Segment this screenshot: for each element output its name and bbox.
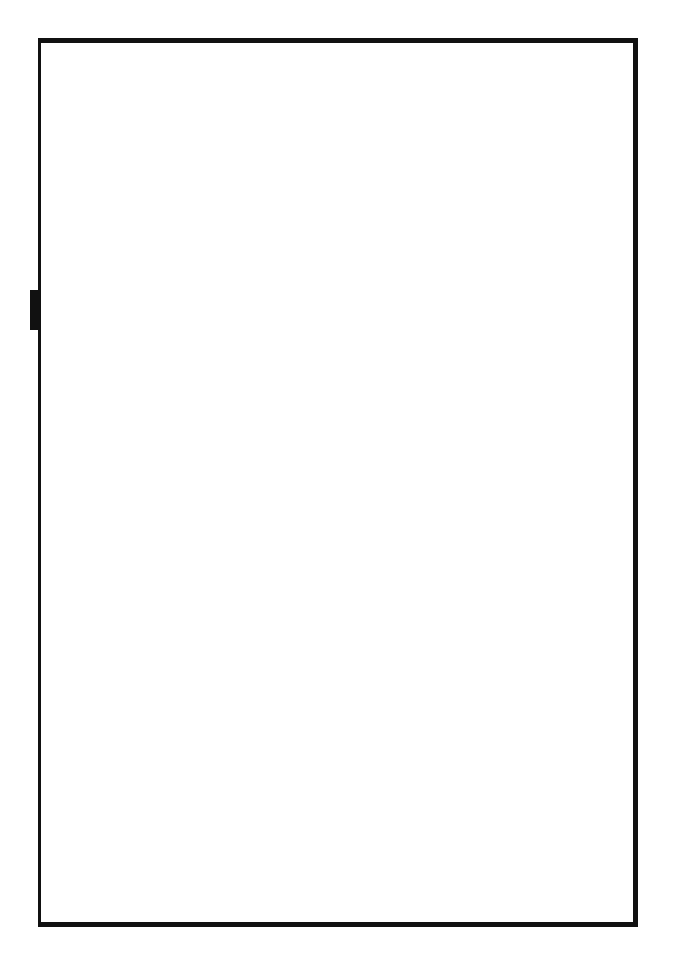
left-margin-separator — [30, 290, 40, 330]
bottom-frame-line — [38, 922, 638, 927]
top-frame-line — [38, 38, 638, 43]
left-frame-line — [38, 38, 41, 927]
right-frame-line — [633, 38, 638, 927]
